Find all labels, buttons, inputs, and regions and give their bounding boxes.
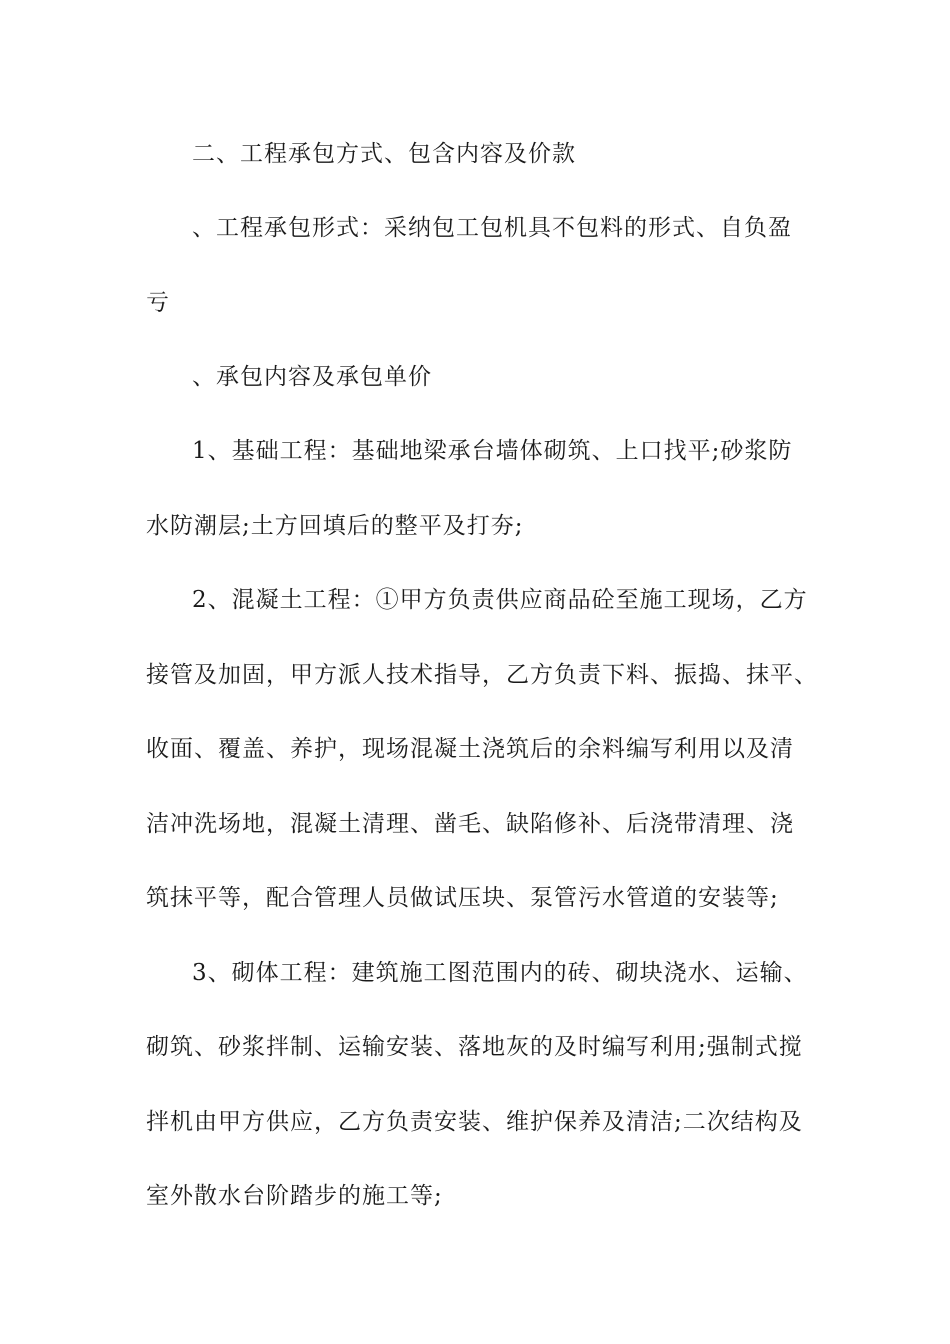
paragraph-line: 水防潮层;土方回填后的整平及打夯; [146, 513, 524, 539]
paragraph-line: 筑抹平等，配合管理人员做试压块、泵管污水管道的安装等; [146, 885, 779, 911]
paragraph-line: 收面、覆盖、养护，现场混凝土浇筑后的余料编写利用以及清 [146, 736, 794, 762]
paragraph-line: 1、基础工程：基础地梁承台墙体砌筑、上口找平;砂浆防 [192, 438, 793, 464]
paragraph-line: 亏 [146, 290, 170, 316]
paragraph-line: 接管及加固，甲方派人技术指导，乙方负责下料、振捣、抹平、 [146, 662, 818, 688]
section-heading: 二、工程承包方式、包含内容及价款 [192, 141, 576, 167]
paragraph-line: 、工程承包形式：采纳包工包机具不包料的形式、自负盈 [192, 215, 792, 241]
paragraph-line: 砌筑、砂浆拌制、运输安装、落地灰的及时编写利用;强制式搅 [146, 1034, 803, 1060]
paragraph-line: 、承包内容及承包单价 [192, 364, 432, 390]
paragraph-line: 2、混凝土工程：①甲方负责供应商品砼至施工现场，乙方 [192, 587, 808, 613]
paragraph-line: 洁冲洗场地，混凝土清理、凿毛、缺陷修补、后浇带清理、浇 [146, 811, 794, 837]
paragraph-line: 拌机由甲方供应，乙方负责安装、维护保养及清洁;二次结构及 [146, 1109, 803, 1135]
paragraph-line: 3、砌体工程：建筑施工图范围内的砖、砌块浇水、运输、 [192, 960, 808, 986]
paragraph-line: 室外散水台阶踏步的施工等; [146, 1183, 443, 1209]
